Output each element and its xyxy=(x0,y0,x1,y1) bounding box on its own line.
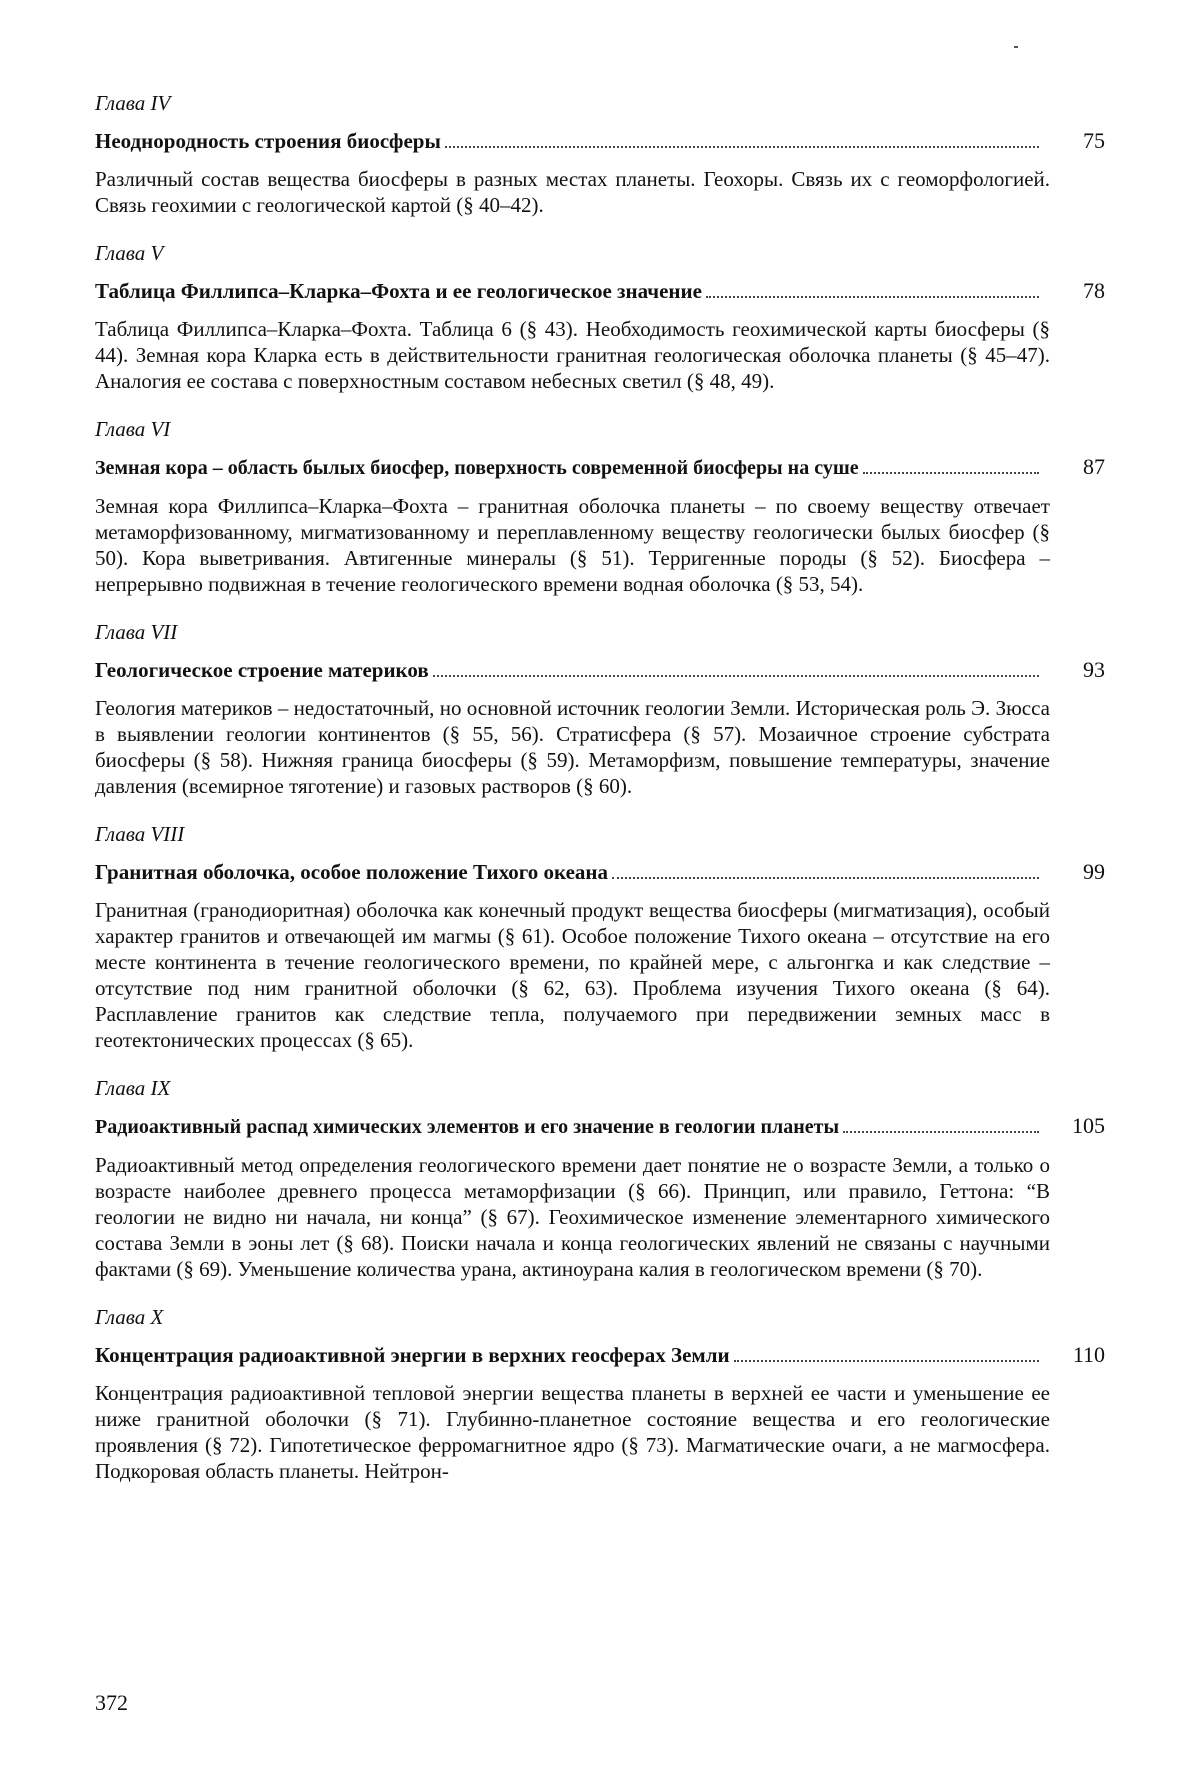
chapter-7 xyxy=(95,619,1105,799)
toc-entry[interactable] xyxy=(95,454,1105,481)
chapter-label: Глава V xyxy=(95,241,164,265)
chapter-description: Радиоактивный метод определения геологического времени дает понятие не о возрасте Земли, а только о возрасте наиболее древнего процесса метаморфизации (§ 66). Принцип, или правило, Геттона: “В геологии не видно ни начала, ни конца” (§ 67). Геохимическое изменение элементарного химического состава Земли в эоны лет (§ 68). Поиски начала и конца геологических явлений не связаны с научными фактами (§ 69). Уменьшение количества урана, актиноурана калия в геологическом времени (§ 70). xyxy=(95,1153,1050,1281)
dot-leader xyxy=(706,295,1039,298)
chapter-label: Глава IX xyxy=(95,1076,171,1100)
chapter-description: Гранитная (гранодиоритная) оболочка как конечный продукт вещества биосферы (мигматизация), особый характер гранитов и отвечающей им магмы (§ 61). Особое положение Тихого океана – отсутствие на его месте континента в течение геологического времени, по крайней мере, с альгонгка и как следствие – отсутствие под ним гранитной оболочки (§ 62, 63). Проблема изучения Тихого океана (§ 64). Расплавление гранитов как следствие тепла, получаемого при передвижении земных масс в геотектонических процессах (§ 65). xyxy=(95,898,1050,1052)
dot-leader xyxy=(734,1359,1039,1362)
chapter-page-number: 87 xyxy=(1083,454,1105,479)
chapter-page-number: 75 xyxy=(1083,128,1105,153)
dot-leader xyxy=(445,145,1039,148)
chapter-title: Земная кора – область былых биосфер, поверхность современной биосферы на суше xyxy=(95,457,859,479)
chapter-title: Концентрация радиоактивной энергии в верхних геосферах Земли xyxy=(95,1343,730,1367)
chapter-page-number: 105 xyxy=(1072,1113,1105,1138)
toc-entry[interactable] xyxy=(95,128,1105,154)
chapter-label: Глава IV xyxy=(95,91,171,115)
chapter-8 xyxy=(95,821,1105,1053)
toc-entry[interactable] xyxy=(95,859,1105,885)
page-number: 372 xyxy=(95,1690,128,1715)
chapter-title: Геологическое строение материков xyxy=(95,658,429,682)
chapter-page-number: 110 xyxy=(1072,1342,1105,1367)
chapter-title: Радиоактивный распад химических элементов и его значение в геологии планеты xyxy=(95,1116,840,1138)
chapter-description: Различный состав вещества биосферы в разных местах планеты. Геохоры. Связь их с геоморфологией. Связь геохимии с геологической картой (§ 40–42). xyxy=(95,167,1050,217)
chapter-description: Концентрация радиоактивной тепловой энергии вещества планеты в верхней ее части и уменьшение ее ниже гранитной оболочки (§ 71). Глубинно-планетное состояние вещества и его геологические проявления (§ 72). Гипотетическое ферромагнитное ядро (§ 73). Магматические очаги, а не магмосфера. Подкоровая область планеты. Нейтрон- xyxy=(95,1381,1050,1483)
chapter-page-number: 99 xyxy=(1083,859,1105,884)
scan-mark xyxy=(1014,46,1018,48)
chapter-4 xyxy=(95,90,1105,218)
chapter-label: Глава VII xyxy=(95,620,178,644)
chapter-page-number: 93 xyxy=(1083,657,1105,682)
dot-leader xyxy=(612,876,1039,879)
toc-entry[interactable] xyxy=(95,278,1105,304)
chapter-title: Таблица Филлипса–Кларка–Фохта и ее геологическое значение xyxy=(95,279,702,303)
table-of-contents xyxy=(95,90,1105,1506)
dot-leader xyxy=(843,1130,1039,1133)
chapter-title: Неоднородность строения биосферы xyxy=(95,129,441,153)
chapter-5 xyxy=(95,240,1105,394)
chapter-page-number: 78 xyxy=(1083,278,1105,303)
chapter-label: Глава VI xyxy=(95,417,171,441)
chapter-label: Глава X xyxy=(95,1305,164,1329)
chapter-9 xyxy=(95,1075,1105,1282)
dot-leader xyxy=(863,471,1039,474)
chapter-title: Гранитная оболочка, особое положение Тихого океана xyxy=(95,860,609,884)
chapter-10 xyxy=(95,1304,1105,1484)
toc-entry[interactable] xyxy=(95,1113,1105,1140)
chapter-description: Земная кора Филлипса–Кларка–Фохта – гранитная оболочка планеты – по своему веществу отвечает метаморфизованному, мигматизованному и переплавленному веществу геологически былых биосфер (§ 50). Кора выветривания. Автигенные минералы (§ 51). Терригенные породы (§ 52). Биосфера – непрерывно подвижная в течение геологического времени водная оболочка (§ 53, 54). xyxy=(95,494,1050,596)
chapter-6 xyxy=(95,416,1105,597)
toc-entry[interactable] xyxy=(95,1342,1105,1368)
chapter-description: Геология материков – недостаточный, но основной источник геологии Земли. Историческая роль Э. Зюсса в выявлении геологии континентов (§ 55, 56). Стратисфера (§ 57). Мозаичное строение субстрата биосферы (§ 58). Нижняя граница биосферы (§ 59). Метаморфизм, повышение температуры, значение давления (всемирное тяготение) и газовых растворов (§ 60). xyxy=(95,696,1050,798)
chapter-label: Глава VIII xyxy=(95,822,185,846)
dot-leader xyxy=(433,674,1039,677)
toc-entry[interactable] xyxy=(95,657,1105,683)
chapter-description: Таблица Филлипса–Кларка–Фохта. Таблица 6 (§ 43). Необходимость геохимической карты биосферы (§ 44). Земная кора Кларка есть в действительности гранитная геологическая оболочка планеты (§ 45–47). Аналогия ее состава с поверхностным составом небесных светил (§ 48, 49). xyxy=(95,317,1050,393)
